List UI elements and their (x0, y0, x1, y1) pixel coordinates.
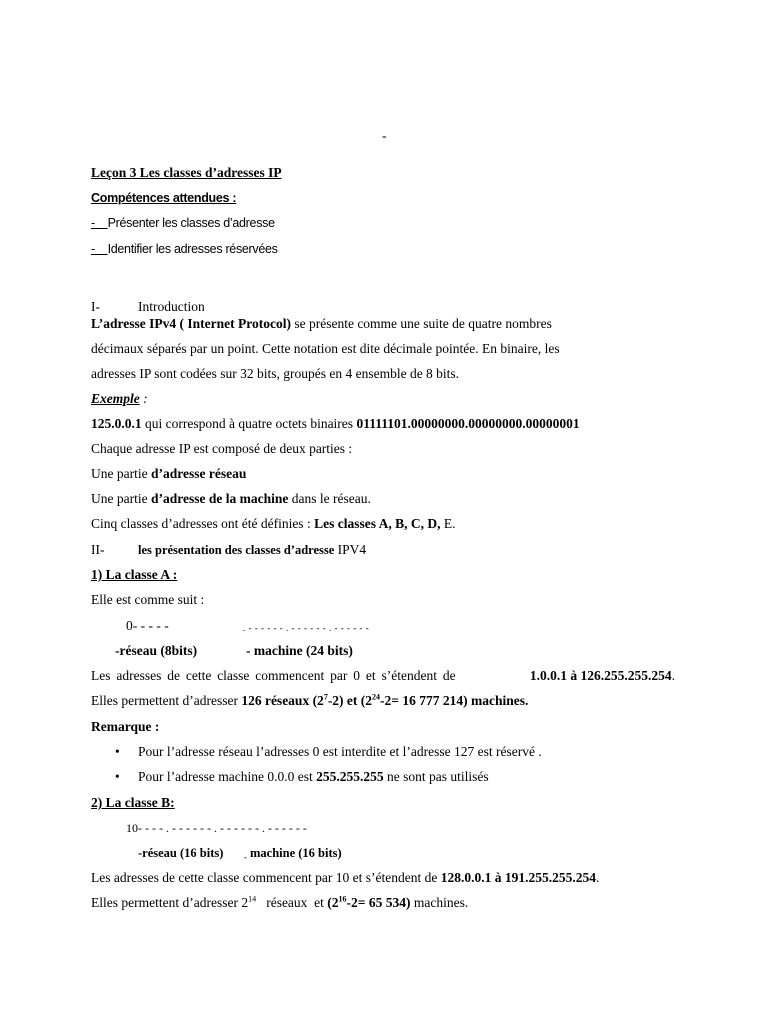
section-number: II- (91, 542, 105, 557)
class-b-capacity (91, 894, 468, 912)
text-run: -2= 65 534) (346, 895, 411, 910)
text-run: IPV4 (334, 542, 367, 557)
section-1-heading (91, 298, 205, 316)
text-run: qui correspond à quatre octets binaires (141, 416, 357, 431)
section-number: I- (91, 299, 100, 314)
bold-run: d’adresse réseau (150, 466, 247, 481)
part-network (91, 465, 246, 483)
text-run: : (139, 391, 148, 406)
class-b-dash: - (244, 852, 247, 862)
text-run: Les adresses de cette classe commencent par 0 et s’étendent de (91, 668, 456, 683)
competence-text: Présenter les classes d’adresse (107, 216, 275, 230)
pattern-text: 10- - - - . - - - - - - . - - - - - - . - - - - - - (126, 821, 307, 835)
class-a-heading: 1) La classe A : (91, 567, 178, 582)
class-b-range (91, 869, 599, 887)
lesson-title: Leçon 3 Les classes d’adresses IP (91, 165, 282, 180)
section-title: Introduction (138, 299, 205, 314)
class-b-machine-label: machine (16 bits) (250, 846, 342, 860)
example-line (91, 415, 580, 433)
text-run: Une partie (91, 466, 151, 481)
intro-paragraph-line: adresses IP sont codées sur 32 bits, groupés en 4 ensemble de 8 bits. (91, 366, 460, 381)
intro-paragraph-line: décimaux séparés par un point. Cette notation est dite décimale pointée. En binaire, les (91, 341, 560, 356)
competences-heading: Compétences attendues : (91, 191, 237, 205)
text-run: Les adresses de cette classe commencent par 10 et s’étendent de (91, 870, 441, 885)
text-run: 126 réseaux (2 (241, 693, 324, 708)
class-a-machine-label: - machine (24 bits) (246, 643, 353, 658)
class-b-network-label: -réseau (16 bits) (138, 846, 224, 860)
class-a-range (91, 667, 675, 685)
superscript: 24 (372, 692, 381, 702)
competence-item (91, 214, 275, 232)
text-run: machines. (410, 895, 469, 910)
example-binary: 01111101.00000000.00000000.00000001 (356, 416, 580, 431)
text-run: Pour l’adresse machine 0.0.0 est (138, 769, 317, 784)
superscript: 7 (323, 692, 328, 702)
bullet-underline (98, 216, 108, 230)
bullet-dash: - (91, 242, 99, 256)
part-machine (91, 490, 371, 508)
bold-run: 1.0.0.1 à 126.255.255.254 (529, 668, 672, 683)
text-run: . (595, 870, 600, 885)
bullet-dash: - (91, 216, 99, 230)
remark-bullet-1: Pour l’adresse réseau l’adresses 0 est interdite et l’adresse 127 est réservé . (138, 744, 542, 759)
class-b-heading: 2) La classe B: (91, 795, 175, 810)
section-2-heading (91, 541, 367, 559)
remark-heading: Remarque : (91, 719, 160, 734)
bold-run: 128.0.0.1 à 191.255.255.254 (440, 870, 596, 885)
bold-run: 255.255.255 (316, 769, 384, 784)
text-run: Cinq classes d’adresses ont été définies : (91, 516, 315, 531)
intro-paragraph-line (91, 315, 552, 333)
competence-item (91, 240, 278, 258)
example-word: Exemple (91, 391, 140, 406)
competence-text: Identifier les adresses réservées (107, 242, 278, 256)
class-a-network-label: -réseau (8bits) (115, 643, 198, 658)
bold-run: Les classes A, B, C, D, (314, 516, 441, 531)
bold-run (327, 895, 410, 910)
classes-line (91, 515, 455, 533)
text-run: . (671, 668, 675, 683)
ipv4-term: L’adresse IPv4 ( Internet Protocol) (91, 316, 291, 331)
superscript: 16 (338, 894, 347, 904)
text-run: (2 (327, 895, 339, 910)
class-a-pattern-rest: . - - - - - - . - - - - - - . - - - - - - (243, 623, 370, 633)
bold-run: d’adresse de la machine (150, 491, 289, 506)
bold-run: les présentation des classes d’adresse (138, 543, 335, 557)
class-a-pattern-start: 0- - - - - (126, 618, 169, 633)
bullet-dot: • (115, 744, 120, 759)
example-ip: 125.0.0.1 (91, 416, 142, 431)
text-run: se présente comme une suite de quatre nombres (290, 316, 552, 331)
parts-intro: Chaque adresse IP est composé de deux parties : (91, 441, 353, 456)
text-run: réseaux et (256, 895, 328, 910)
text-run: -2= 16 777 214) machines. (380, 693, 529, 708)
example-label (91, 390, 148, 408)
text-run: Elles permettent d’adresser (91, 693, 242, 708)
text-run: Une partie (91, 491, 151, 506)
superscript: 14 (248, 894, 257, 904)
text-run: dans le réseau. (288, 491, 371, 506)
text-run: Elles permettent d’adresser 2 (91, 895, 249, 910)
bullet-dot: • (115, 769, 120, 784)
class-b-pattern (126, 819, 307, 837)
text-run: E. (440, 516, 456, 531)
header-mark: - (382, 128, 387, 143)
text-run: -2) et (2 (327, 693, 373, 708)
bullet-underline (98, 242, 108, 256)
class-a-capacity (91, 692, 528, 710)
section-title (138, 541, 366, 559)
class-a-intro: Elle est comme suit : (91, 592, 205, 607)
bold-run (241, 693, 528, 708)
remark-bullet-2 (138, 768, 489, 786)
text-run: ne sont pas utilisés (383, 769, 489, 784)
